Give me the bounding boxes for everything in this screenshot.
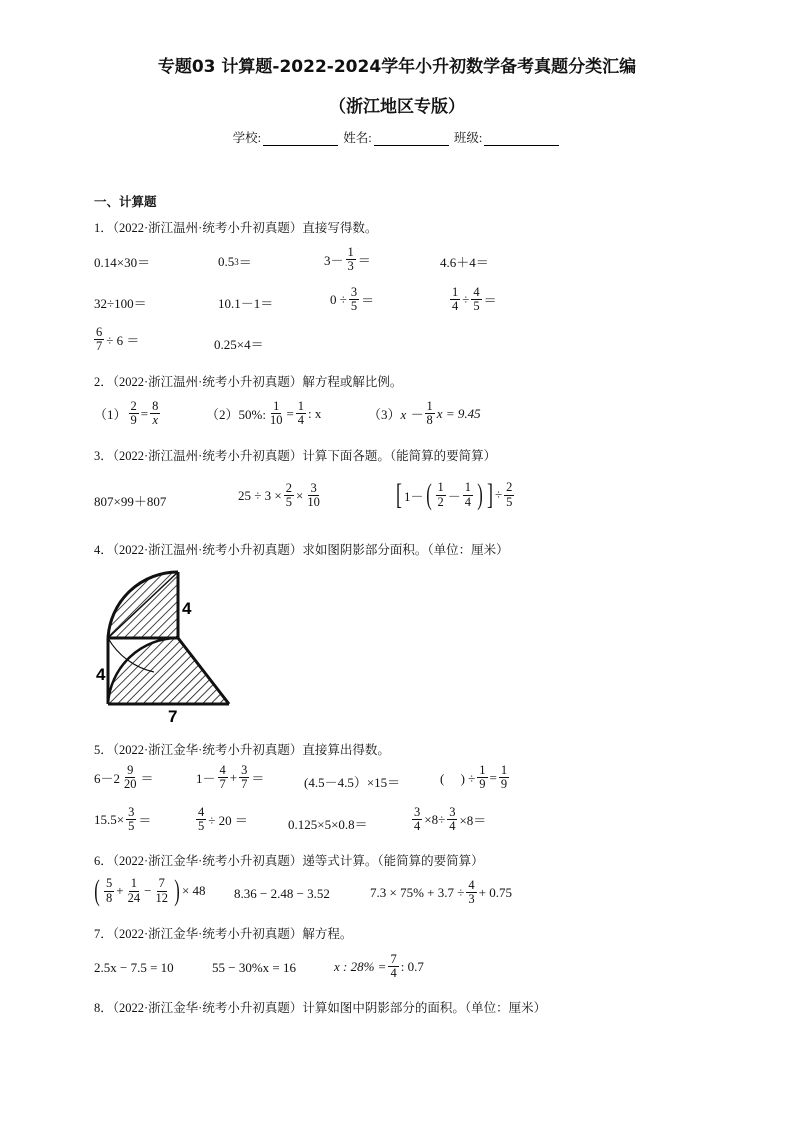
school-label: 学校: [232, 131, 262, 145]
q6-expr-3: 7.3 × 75% + 3.7 ÷ $\frac{4}{3}$ + 0.75 [370, 878, 512, 907]
student-info-line [0, 128, 794, 146]
class-label: 班级: [453, 131, 483, 145]
q2-eq-3: （3） x － $\frac{1}{8}$ x = 9.45 [368, 399, 481, 428]
page-title: 专题03 计算题-2022-2024学年小升初数学备考真题分类汇编 [157, 57, 637, 77]
q1-expr-8: $\frac{1}{4}$ ÷ $\frac{4}{5}$ ＝ [452, 285, 497, 314]
q2-eq-2: （2）50%: $\frac{1}{10}$ = $\frac{1}{4}$ : x [206, 399, 322, 428]
question-3-head: 3．（2022·浙江温州·统考小升初真题）计算下面各题。（能简算的要简算） [94, 449, 497, 463]
question-7-head: 7．（2022·浙江金华·统考小升初真题）解方程。 [94, 927, 353, 941]
q4-figure [96, 572, 236, 726]
q3-expr-2: 25 ÷ 3 × $\frac{2}{5}$ × $\frac{3}{10}$ [238, 481, 320, 510]
q4-label-bottom: 7 [168, 707, 178, 726]
q1-expr-6: 10.1－1＝ [218, 296, 274, 311]
q1-expr-9: $\frac{6}{7}$ ÷ 6 ＝ [96, 325, 140, 354]
q5-expr-4: ( ) ÷ $\frac{1}{9}$ = $\frac{1}{9}$ [440, 763, 508, 792]
q1-expr-7: 0 ÷ $\frac{3}{5}$ ＝ [330, 285, 375, 314]
q7-eq-3: x : 28% = $\frac{7}{4}$ : 0.7 [334, 952, 424, 981]
q3-expr-3: [ 1－ ( $\frac{1}{2}$ － $\frac{1}{4}$ ) ] ÷ $\frac{2}{5}$ [396, 478, 513, 511]
q1-expr-4: 4.6＋4＝ [440, 255, 489, 270]
q5-expr-8: $\frac{3}{4}$ ×8÷ $\frac{3}{4}$ ×8＝ [414, 805, 487, 834]
q7-eq-2: 55 − 30%x = 16 [212, 960, 296, 975]
name-label: 姓名: [343, 131, 372, 145]
question-6-head: 6．（2022·浙江金华·统考小升初真题）递等式计算。（能简算的要简算） [94, 854, 484, 868]
q7-eq-1: 2.5x − 7.5 = 10 [94, 960, 174, 975]
q5-expr-6: $\frac{4}{5}$ ÷ 20 ＝ [198, 805, 248, 834]
q1-expr-1: 0.14×30＝ [94, 255, 151, 270]
q6-expr-2: 8.36 − 2.48 − 3.52 [234, 886, 330, 901]
q4-label-top: 4 [182, 599, 192, 618]
q4-label-left: 4 [96, 665, 106, 684]
school-blank [263, 133, 338, 146]
q5-expr-7: 0.125×5×0.8＝ [288, 817, 368, 832]
q3-expr-1: 807×99＋807 [94, 494, 167, 509]
question-8-head: 8．（2022·浙江金华·统考小升初真题）计算如图中阴影部分的面积。（单位：厘米） [94, 1001, 547, 1015]
question-1-head: 1．（2022·浙江温州·统考小升初真题）直接写得数。 [94, 221, 378, 235]
q2-eq-1: （1） $\frac{2}{9}$ = $\frac{8}{x}$ [94, 399, 159, 428]
question-4-head: 4．（2022·浙江温州·统考小升初真题）求如图阴影部分面积。（单位：厘米） [94, 543, 509, 557]
q1-expr-10: 0.25×4＝ [214, 337, 264, 352]
q1-expr-2: 0.5 3 ＝ [218, 253, 252, 270]
q5-expr-2: 1－ $\frac{4}{7}$ + $\frac{3}{7}$ ＝ [196, 763, 265, 792]
name-blank [374, 133, 449, 146]
q5-expr-5: 15.5× $\frac{3}{5}$ ＝ [94, 805, 152, 834]
q5-expr-3: (4.5－4.5）×15＝ [304, 775, 401, 790]
class-blank [484, 133, 559, 146]
q5-expr-1: 6－2 $\frac{9}{20}$ ＝ [94, 763, 154, 792]
q1-expr-5: 32÷100＝ [94, 296, 147, 311]
q6-expr-1: ( $\frac{5}{8}$ + $\frac{1}{24}$ − $\frac{7}{12}$ ) × 48 [94, 874, 206, 907]
question-5-head: 5．（2022·浙江金华·统考小升初真题）直接算出得数。 [94, 743, 390, 757]
question-2-head: 2．（2022·浙江温州·统考小升初真题）解方程或解比例。 [94, 375, 403, 389]
section-title: 一、计算题 [94, 194, 157, 209]
page-subtitle: （浙江地区专版） [329, 97, 465, 117]
q1-expr-3: 3－ $\frac{1}{3}$ ＝ [324, 245, 371, 274]
